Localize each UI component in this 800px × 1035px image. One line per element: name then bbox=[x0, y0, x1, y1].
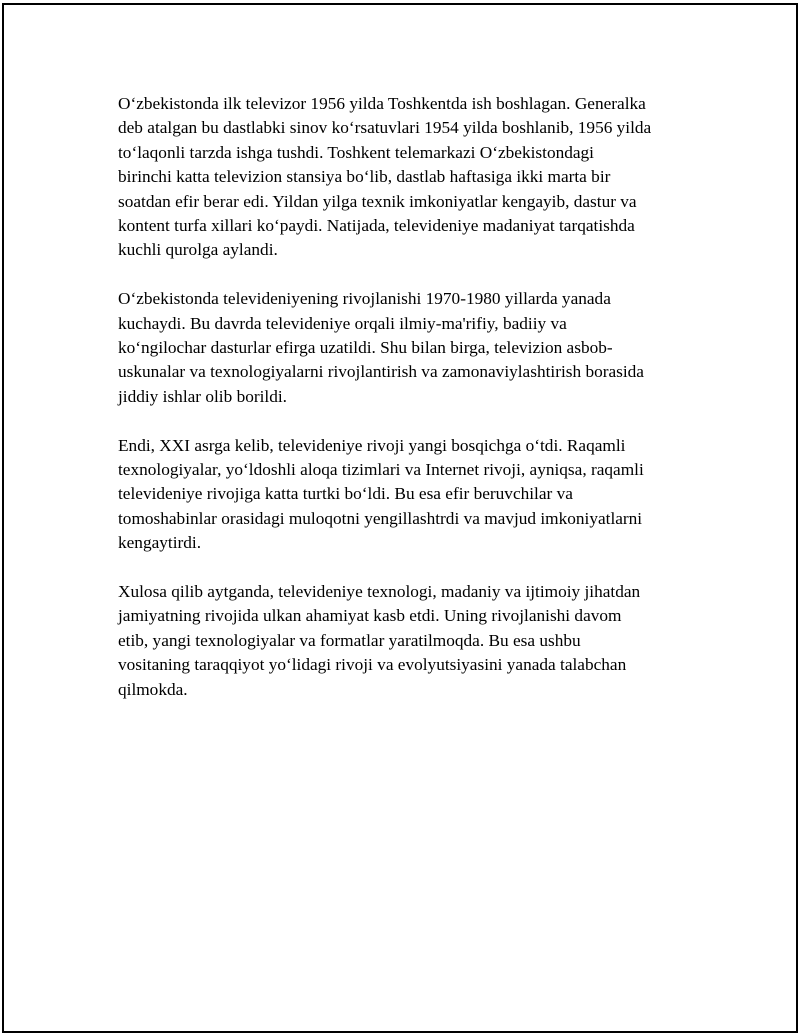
text-line: vositaning taraqqiyot yo‘lidagi rivoji va evolyutsiyasini yanada talabchan bbox=[118, 655, 627, 675]
paragraph-2 bbox=[118, 287, 696, 409]
text-line: texnologiyalar, yo‘ldoshli aloqa tizimlari va Internet rivoji, ayniqsa, raqamli bbox=[118, 460, 644, 480]
text-line: jamiyatning rivojida ulkan ahamiyat kasb etdi. Uning rivojlanishi davom bbox=[118, 606, 622, 626]
text-line: deb atalgan bu dastlabki sinov ko‘rsatuvlari 1954 yilda boshlanib, 1956 yilda bbox=[118, 118, 652, 138]
paragraph-4 bbox=[118, 580, 696, 702]
text-line: birinchi katta televizion stansiya bo‘lib, dastlab haftasiga ikki marta bir bbox=[118, 167, 611, 187]
text-line: O‘zbekistonda televideniyening rivojlanishi 1970-1980 yillarda yanada bbox=[118, 289, 611, 309]
text-line: kontent turfa xillari ko‘paydi. Natijada, televideniye madaniyat tarqatishda bbox=[118, 216, 635, 236]
text-line: televideniye rivojiga katta turtki bo‘ldi. Bu esa efir beruvchilar va bbox=[118, 484, 573, 504]
paragraph-3 bbox=[118, 434, 696, 556]
text-line: uskunalar va texnologiyalarni rivojlantirish va zamonaviylashtirish borasida bbox=[118, 362, 644, 382]
text-line: soatdan efir berar edi. Yildan yilga texnik imkoniyatlar kengayib, dastur va bbox=[118, 191, 637, 211]
text-line: qilmokda. bbox=[118, 679, 188, 699]
text-line: O‘zbekistonda ilk televizor 1956 yilda Toshkentda ish boshlagan. Generalka bbox=[118, 94, 646, 113]
text-line: to‘laqonli tarzda ishga tushdi. Toshkent telemarkazi O‘zbekistondagi bbox=[118, 142, 594, 162]
paragraph-1 bbox=[118, 92, 696, 263]
document-body bbox=[118, 92, 696, 727]
text-line: kengaytirdi. bbox=[118, 533, 202, 553]
text-line: jiddiy ishlar olib borildi. bbox=[118, 386, 287, 406]
text-line: ko‘ngilochar dasturlar efirga uzatildi. Shu bilan birga, televizion asbob- bbox=[118, 338, 613, 358]
text-line: Xulosa qilib aytganda, televideniye texnologi, madaniy va ijtimoiy jihatdan bbox=[118, 582, 641, 602]
text-line: etib, yangi texnologiyalar va formatlar yaratilmoqda. Bu esa ushbu bbox=[118, 630, 581, 650]
text-line: kuchli qurolga aylandi. bbox=[118, 240, 278, 260]
text-line: kuchaydi. Bu davrda televideniye orqali ilmiy-ma'rifiy, badiiy va bbox=[118, 313, 567, 333]
text-line: tomoshabinlar orasidagi muloqotni yengillashtrdi va mavjud imkoniyatlarni bbox=[118, 508, 643, 528]
text-line: Endi, XXI asrga kelib, televideniye rivoji yangi bosqichga o‘tdi. Raqamli bbox=[118, 435, 626, 455]
